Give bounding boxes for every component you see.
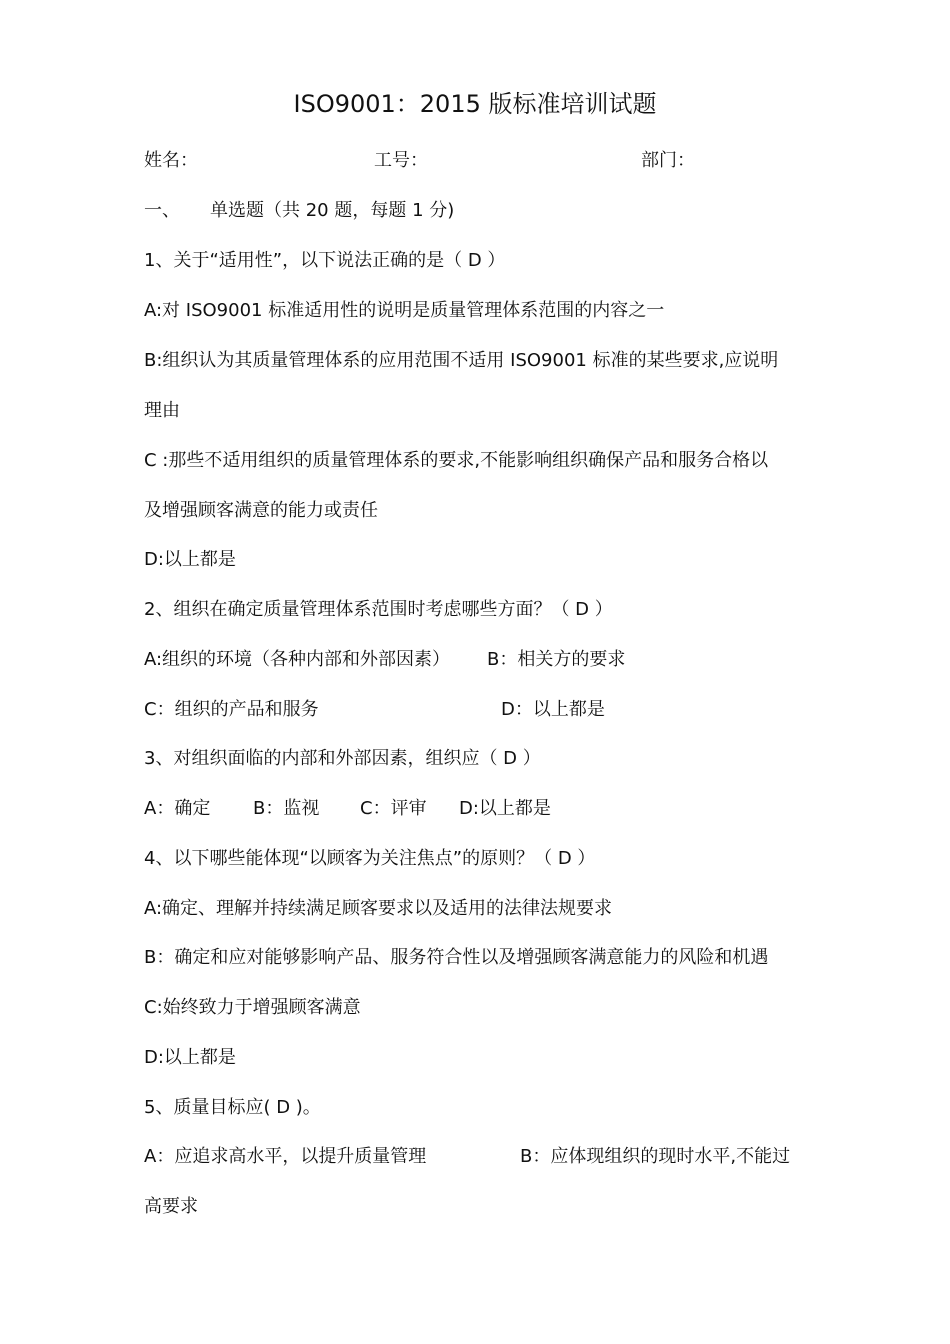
question-1-option-a: A:对 ISO9001 标准适用性的说明是质量管理体系范围的内容之一 — [144, 300, 665, 321]
question-4-option-a: A:确定、理解并持续满足顾客要求以及适用的法律法规要求 — [144, 898, 613, 919]
section-heading: 单选题（共 20 题，每题 1 分) — [210, 200, 455, 221]
question-4-option-c: C:始终致力于增强顾客满意 — [144, 997, 361, 1018]
question-4-option-d: D:以上都是 — [144, 1047, 236, 1068]
question-5-option-b-cont: 高要求 — [144, 1196, 198, 1217]
department-label: 部门： — [641, 150, 695, 171]
employee-id-label: 工号： — [374, 150, 428, 171]
question-2-option-b: B：相关方的要求 — [487, 649, 626, 670]
question-2-option-d: D：以上都是 — [501, 699, 605, 720]
question-1-option-b-cont: 理由 — [144, 400, 180, 421]
question-2-stem: 2、组织在确定质量管理体系范围时考虑哪些方面？（ D ） — [144, 599, 613, 620]
question-2-option-a: A:组织的环境（各种内部和外部因素） — [144, 649, 451, 670]
question-3-option-d: D:以上都是 — [459, 798, 551, 819]
question-1-stem: 1、关于“适用性”，以下说法正确的是（ D ） — [144, 250, 506, 271]
question-1-option-d: D:以上都是 — [144, 549, 236, 570]
question-5-option-a: A：应追求高水平，以提升质量管理 — [144, 1146, 427, 1167]
section-number: 一、 — [144, 200, 180, 221]
name-label: 姓名： — [144, 150, 198, 171]
question-3-option-c: C：评审 — [360, 798, 427, 819]
document-title: ISO9001：2015 版标准培训试题 — [293, 90, 657, 118]
question-3-stem: 3、对组织面临的内部和外部因素，组织应（ D ） — [144, 748, 541, 769]
question-2-option-c: C：组织的产品和服务 — [144, 699, 319, 720]
question-1-option-c-cont: 及增强顾客满意的能力或责任 — [144, 500, 378, 521]
question-3-option-a: A：确定 — [144, 798, 211, 819]
question-3-option-b: B：监视 — [253, 798, 320, 819]
question-4-stem: 4、以下哪些能体现“以顾客为关注焦点”的原则？（ D ） — [144, 848, 596, 869]
question-1-option-b: B:组织认为其质量管理体系的应用范围不适用 ISO9001 标准的某些要求,应说明 — [144, 350, 779, 371]
question-4-option-b: B：确定和应对能够影响产品、服务符合性以及增强顾客满意能力的风险和机遇 — [144, 947, 769, 968]
question-5-stem: 5、质量目标应( D )。 — [144, 1097, 321, 1118]
question-1-option-c: C :那些不适用组织的质量管理体系的要求,不能影响组织确保产品和服务合格以 — [144, 450, 769, 471]
question-5-option-b: B：应体现组织的现时水平,不能过 — [520, 1146, 791, 1167]
